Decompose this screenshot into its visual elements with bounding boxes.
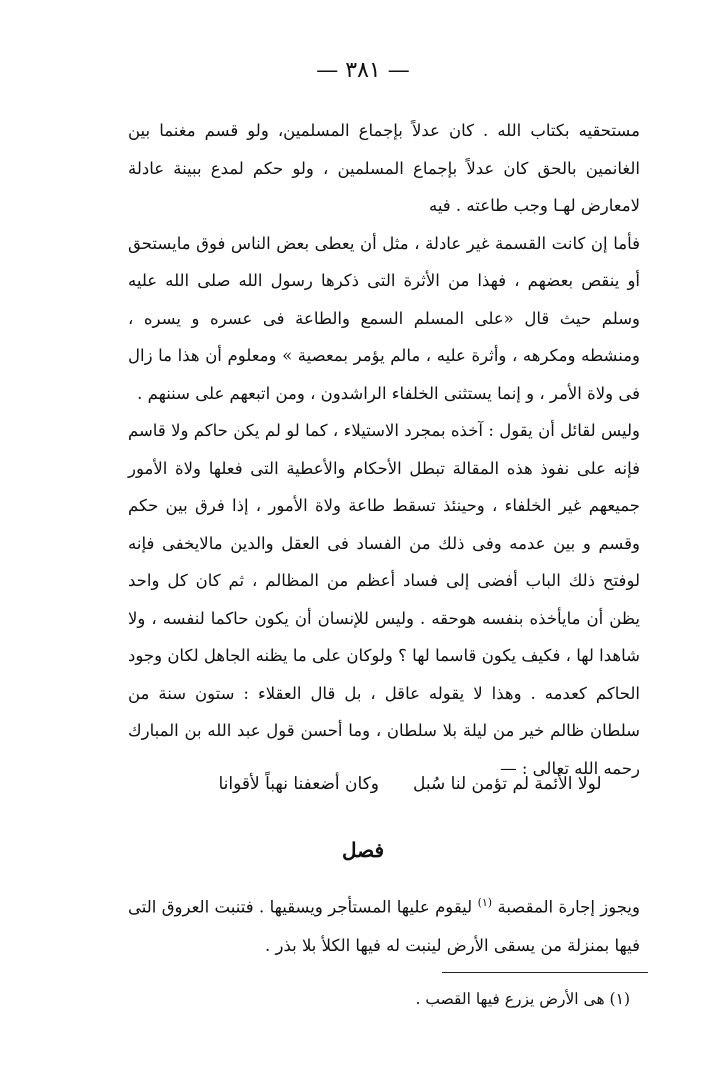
poetry-verse [200, 774, 620, 794]
verse-hemistich-left: وكان أضعفنا نهباً لأقوانا [218, 774, 379, 794]
footnote-marker: (١) [477, 896, 493, 909]
section-paragraph [128, 884, 640, 965]
section-text-rest: ليقوم عليها المستأجر ويسقيها . فتنبت العروق التى فيها بمنزلة من يسقى الأرض لينبت له فيها الكلأ بلا بذر . [128, 897, 640, 955]
paragraph-1: مستحقيه بكتاب الله . كان عدلاً بإجماع المسلمين، ولو قسم مغنما بين الغانمين بالحق كان عدلاً بإجماع المسلمين ، ولو حكم لمدع ببينة عادلة لامعارض لهـا وجب طاعته . فيه [128, 121, 640, 215]
main-text [128, 112, 640, 787]
paragraph-2: فأما إن كانت القسمة غير عادلة ، مثل أن يعطى بعض الناس فوق مايستحق أو ينقص بعضهم ، فهذا من الأثرة التى ذكرها رسول الله صلى الله عليه وسلم حيث قال «على المسلم السمع والطاعة فى عسره و يسره ، ومنشطه ومكرهه ، وأثرة عليه ، مالم يؤمر بمعصية » ومعلوم أن هذا ما زال فى ولاة الأمر ، و إنما يستثنى الخلفاء الراشدون ، ومن اتبعهم على سننهم . [128, 233, 640, 403]
page-number: — ٣٨١ — [316, 58, 410, 83]
footnote: (١) هى الأرض يزرع فيها القصب . [415, 990, 630, 1008]
paragraph-3: وليس لقائل أن يقول : آخذه بمجرد الاستيلاء ، كما لو لم يكن حاكم ولا قاسم فإنه على نفوذ هذه المقالة تبطل الأحكام والأعطية التى فعلها ولاة الأمور جميعهم غير الخلفاء ، وحينئذ تسقط طاعة ولاة الأمور ، إذا فرق بين حكم وقسم و بين عدمه وفى ذلك من الفساد فى العقل والدين مالايخفى فإنه لوفتح ذلك الباب أفضى إلى فساد أعظم من المظالم ، ثم كان كل واحد يظن أن مايأخذه بنفسه هوحقه . وليس للإنسان أن يكون حاكما لنفسه ، ولا شاهدا لها ، فكيف يكون قاسما لها ؟ ولوكان على ما يظنه الجاهل لكان وجود الحاكم كعدمه . وهذا لا يقوله عاقل ، بل قال العقلاء : ستون سنة من سلطان ظالم خير من ليلة بلا سلطان ، وما أحسن قول عبد الله بن المبارك رحمه الله تعالى : — [128, 421, 640, 778]
section-text-start: ويجوز إجارة المقصبة [497, 897, 640, 917]
section-heading: فصل [341, 838, 385, 862]
footnote-divider [442, 972, 648, 973]
verse-hemistich-right: لولا الأئمة لم تؤمن لنا سُبل [413, 774, 602, 794]
